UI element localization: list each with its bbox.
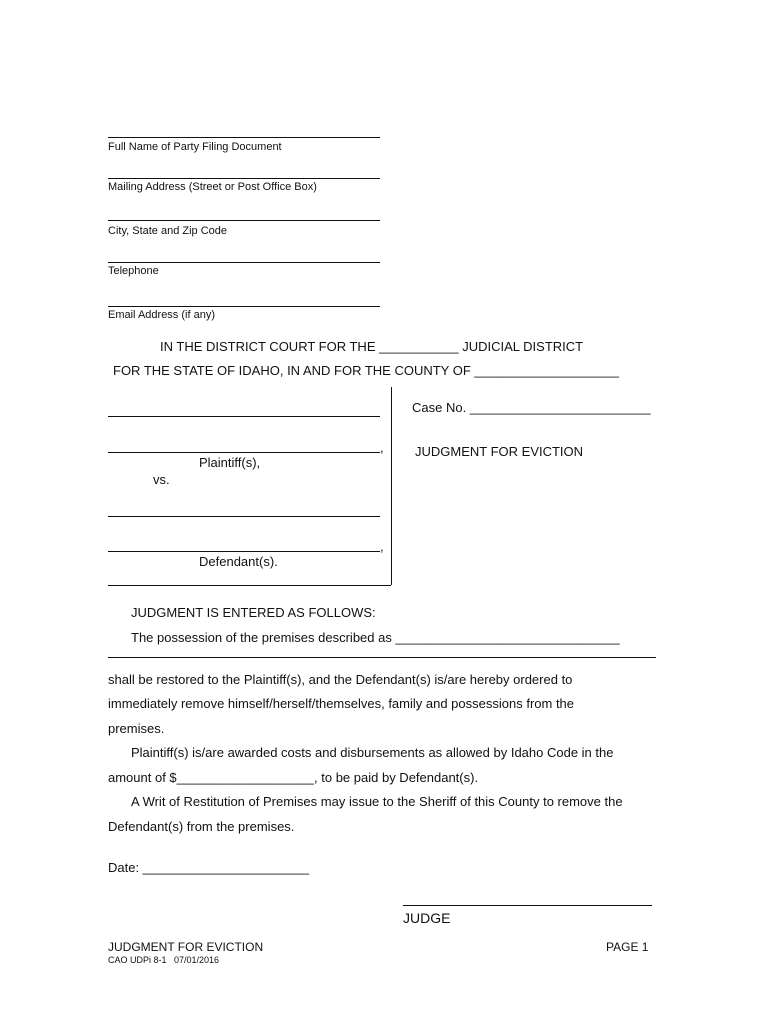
- vs-label: vs.: [153, 472, 170, 487]
- caption-divider: [391, 387, 392, 585]
- footer-form-code: CAO UDPi 8-1 07/01/2016: [108, 955, 220, 965]
- plaintiff-line-1: [108, 416, 380, 417]
- email-label: Email Address (if any): [108, 309, 215, 321]
- mailing-address-line: [108, 178, 380, 179]
- document-title: JUDGMENT FOR EVICTION: [415, 444, 584, 459]
- defendant-line-2: [108, 551, 380, 552]
- defendant-label: Defendant(s).: [199, 554, 278, 569]
- city-state-zip-line: [108, 220, 380, 221]
- plaintiff-label: Plaintiff(s),: [199, 455, 261, 470]
- court-header-line-2: FOR THE STATE OF IDAHO, IN AND FOR THE COUNTY OF ____________________: [113, 363, 619, 378]
- restored-text-2: immediately remove himself/herself/themselves, family and possessions from the: [108, 696, 575, 711]
- judge-label: JUDGE: [403, 910, 451, 926]
- judgment-entered-heading: JUDGMENT IS ENTERED AS FOLLOWS:: [131, 605, 376, 620]
- footer-page-number: PAGE 1: [606, 940, 649, 954]
- defendant-line-1: [108, 516, 380, 517]
- city-state-zip-label: City, State and Zip Code: [108, 225, 228, 237]
- case-number: Case No. _________________________: [412, 400, 651, 415]
- restored-text-1: shall be restored to the Plaintiff(s), and the Defendant(s) is/are hereby ordered to: [108, 672, 573, 687]
- footer-title: JUDGMENT FOR EVICTION: [108, 940, 264, 954]
- restored-text-3: premises.: [108, 721, 165, 736]
- email-line: [108, 306, 380, 307]
- premises-description-line: [108, 657, 656, 658]
- possession-text: The possession of the premises described as _______________________________: [131, 630, 620, 645]
- caption-bottom-line: [108, 585, 391, 586]
- full-name-line: [108, 137, 380, 138]
- date-field: Date: _______________________: [108, 860, 309, 875]
- defendant-comma: ,: [380, 539, 384, 554]
- plaintiff-line-2: [108, 452, 380, 453]
- writ-text-2: Defendant(s) from the premises.: [108, 819, 295, 834]
- judge-signature-line: [403, 905, 652, 906]
- writ-text-1: A Writ of Restitution of Premises may issue to the Sheriff of this County to remove the: [131, 794, 623, 809]
- costs-text-1: Plaintiff(s) is/are awarded costs and disbursements as allowed by Idaho Code in the: [131, 745, 614, 760]
- costs-text-2: amount of $___________________, to be paid by Defendant(s).: [108, 770, 479, 785]
- plaintiff-comma: ,: [380, 440, 384, 455]
- full-name-label: Full Name of Party Filing Document: [108, 141, 282, 153]
- telephone-line: [108, 262, 380, 263]
- telephone-label: Telephone: [108, 265, 159, 277]
- mailing-address-label: Mailing Address (Street or Post Office Box): [108, 181, 317, 193]
- court-header-line-1: IN THE DISTRICT COURT FOR THE ___________ JUDICIAL DISTRICT: [160, 339, 584, 354]
